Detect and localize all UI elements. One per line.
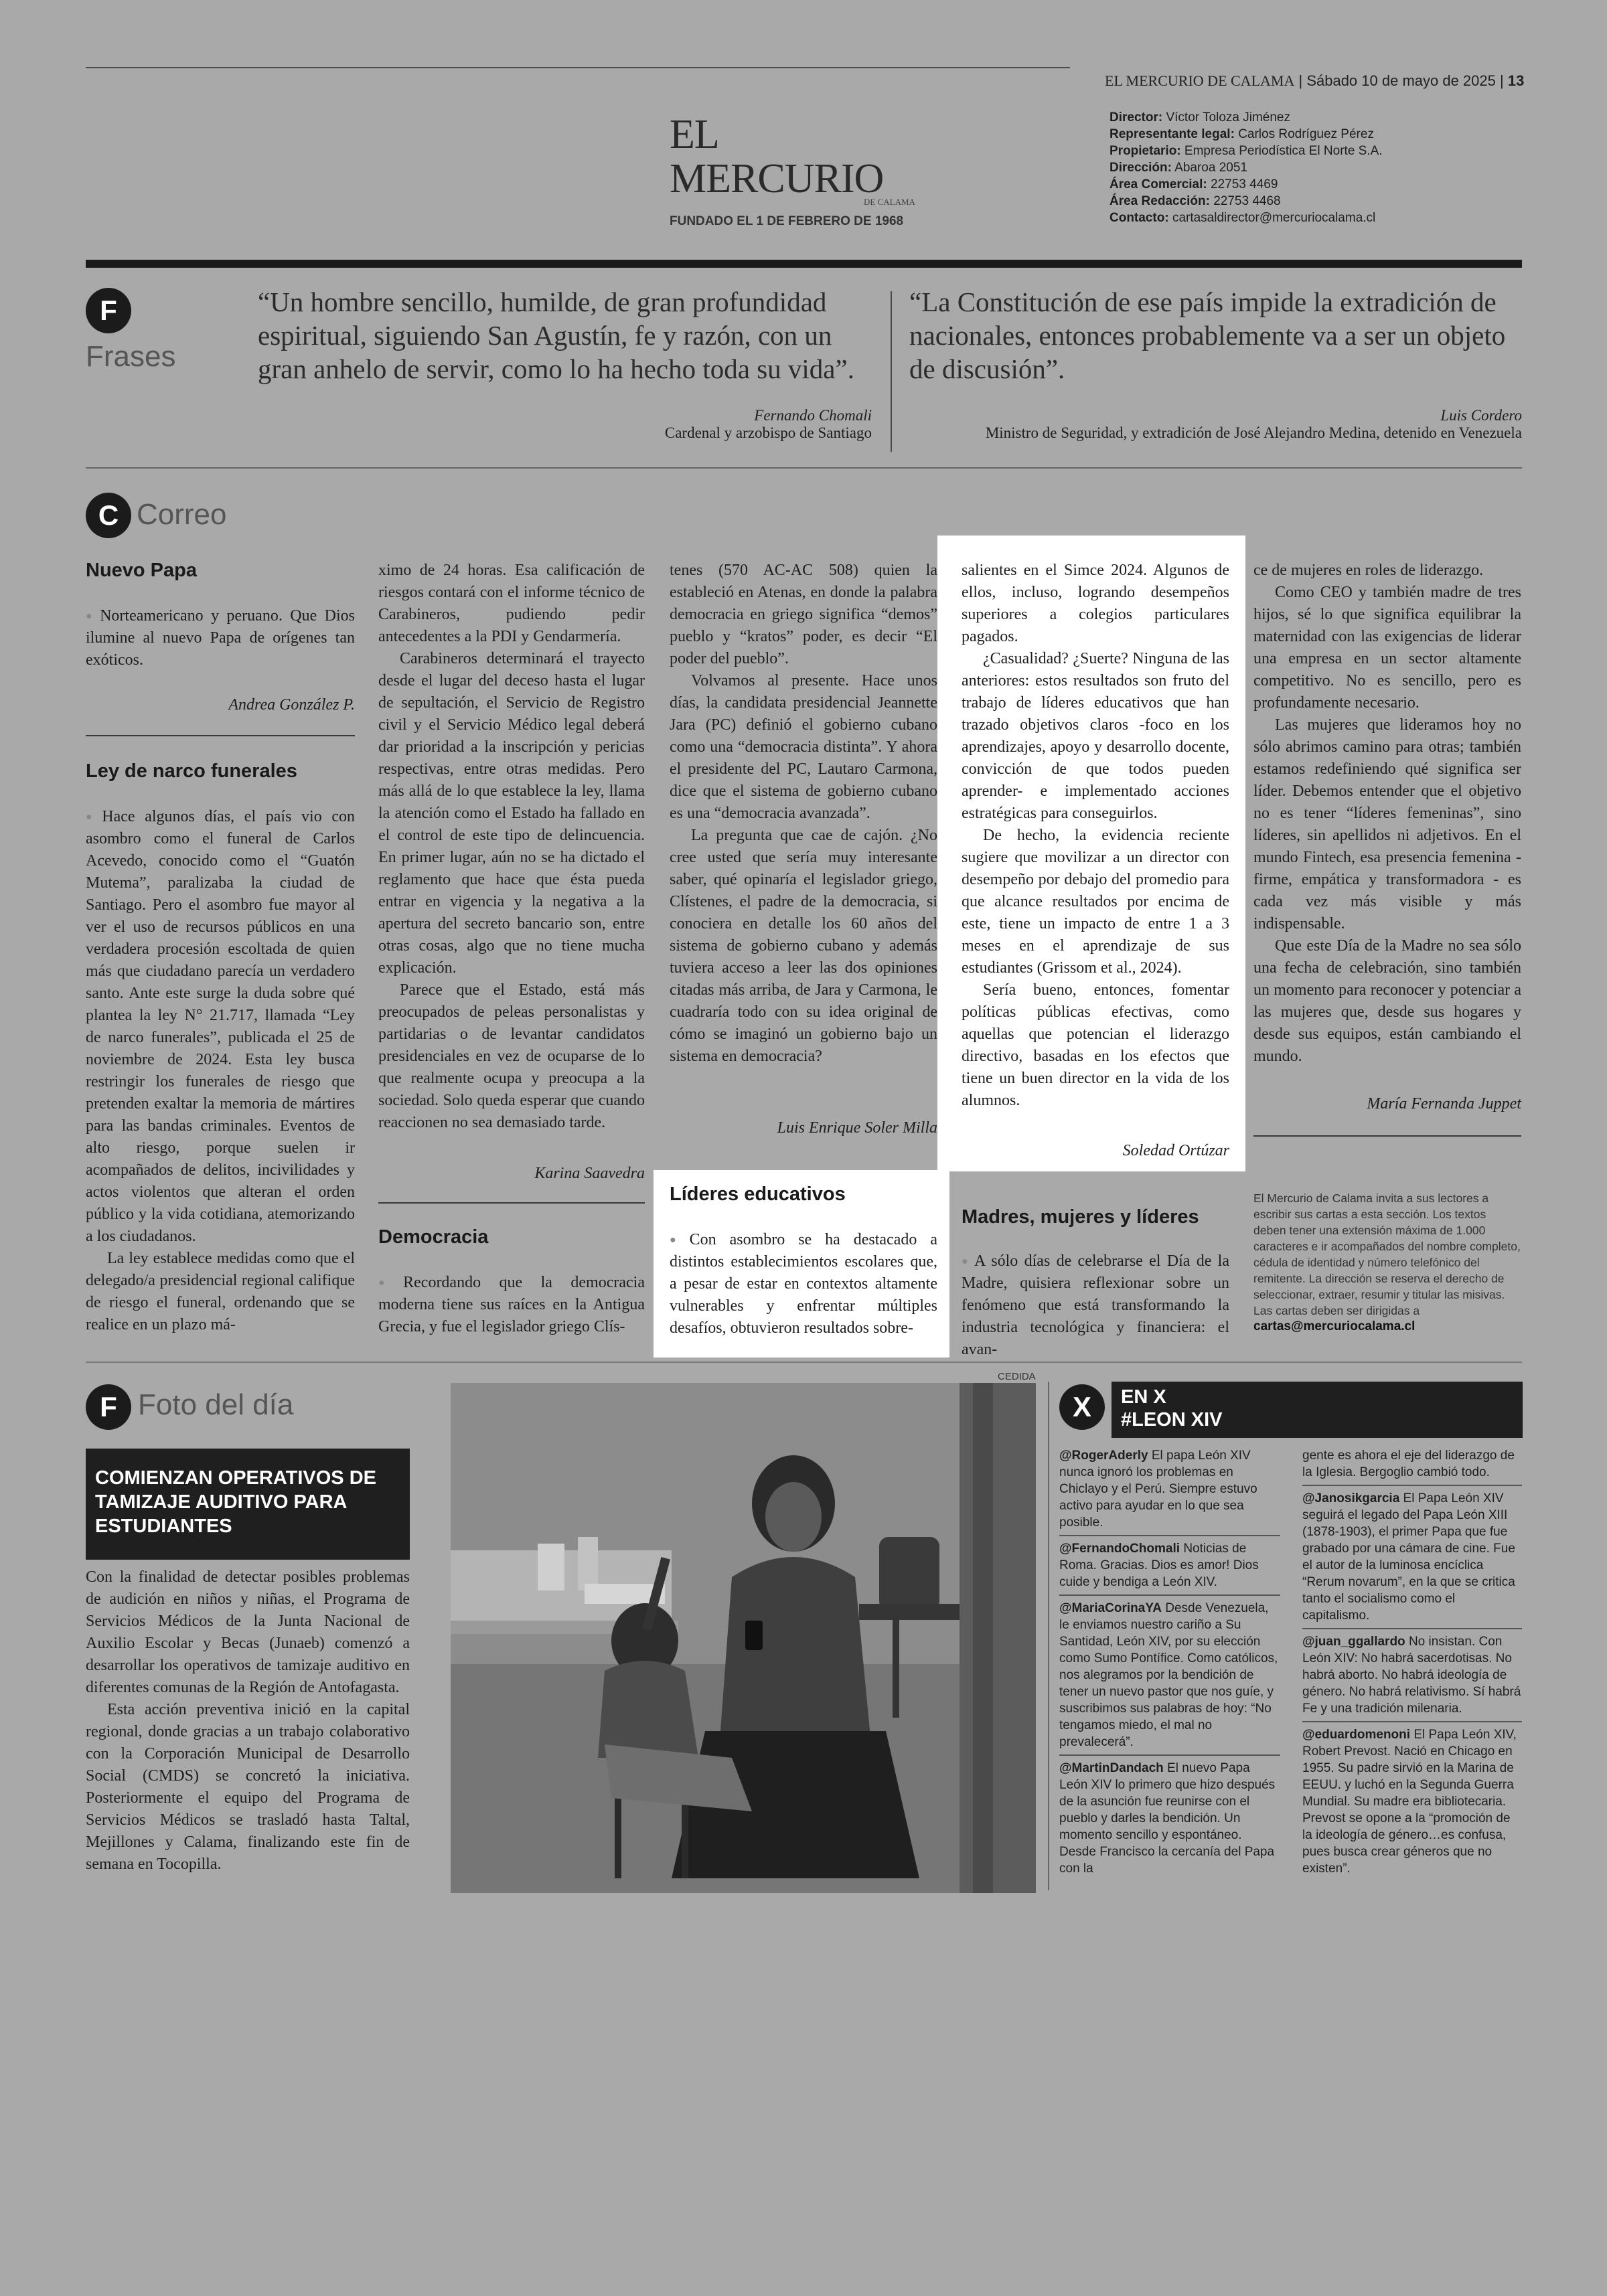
tweet-text: No insistan. Con León XIV: No habrá sacerdotisas. No habrá aborto. No habrá ideología de género. No habrá relativismo. Sí habrá Fe y una tradición milenaria. — [1302, 1635, 1521, 1716]
page-date: Sábado 10 de mayo de 2025 — [1306, 72, 1496, 89]
article-narco-p1: ● Hace algunos días, el país vio con asombro como el funeral de Carlos Acevedo, conocido como el “Guatón Mutema”, paralizaba la ciudad de Santiago. Pero el asombro fue mayor al ver el uso de recursos públicos en una verdadera procesión escoltada de quien más que ciudadano parecía un verdadero santo. Ante este surge la duda sobre qué plantea la ley N° 21.717, llamada “Ley de narco funerales”, publicada el 25 de noviembre de 2024. Esta ley busca restringir los funerales de riesgo que pretenden exaltar la memoria de mártires para las bandas criminales. Eventos de alto riesgo, porque suelen ir acompañados de delitos, incivilidades y actos violentos que alteran el orden público y la vida cotidiana, atemorizando a los ciudadanos. — [86, 806, 355, 1248]
article-madres-continued — [1253, 560, 1521, 1068]
letters-email[interactable]: cartas@mercuriocalama.cl — [1253, 1319, 1415, 1333]
separator — [86, 735, 355, 736]
staff-newsroom: Área Redacción: 22753 4468 — [1109, 194, 1281, 208]
quote-1-role: Cardenal y arzobispo de Santiago — [664, 424, 872, 441]
frases-title: Frases — [86, 340, 176, 373]
tweet — [1059, 1447, 1280, 1536]
tweet-user[interactable]: @FernandoChomali — [1059, 1542, 1180, 1556]
article-nuevo-papa-title: Nuevo Papa — [86, 560, 197, 581]
paper-name: EL MERCURIO DE CALAMA — [1105, 72, 1295, 89]
article-lideres-continued — [962, 560, 1229, 1112]
quote-2-role: Ministro de Seguridad, y extradición de José Alejandro Medina, detenido en Venezuela — [985, 424, 1522, 441]
col4-p2: ¿Casualidad? ¿Suerte? Ninguna de las anteriores: estos resultados son fruto del trabajo de líderes educativos que han trazado objetivos claros -foco en los aprendizajes, apoyo y desarrollo docente, convicción de que todos pueden aprender- e implementado acciones estratégicas para conseguirlos. — [962, 650, 1229, 822]
article-narco-p2: La ley establece medidas como que el delegado/a presidencial regional califique de riesgo el funeral, ordenando que se realice en un plazo má- — [86, 1250, 355, 1333]
tweet — [1059, 1760, 1280, 1881]
article-lideres — [670, 1229, 937, 1339]
frases-divider — [891, 291, 892, 452]
col3-p3: La pregunta que cae de cajón. ¿No cree usted que sería muy interesante saber, qué opinaría el legislador griego, Clístenes, el padre de la democracia, si conociera en detalle los 60 años del sistema de gobierno cubano y además tuviera acceso a leer las dos opiniones citadas más arriba, de Jara y Carmona, le cuadraría todo con su idea original de cómo se imaginó un gobierno bajo un sistema en democracia? — [670, 827, 937, 1065]
article-narco-title: Ley de narco funerales — [86, 760, 297, 782]
tweet-text: El Papa León XIV, Robert Prevost. Nació en Chicago en 1955. Su padre sirvió en la Marina de EEUU. y luchó en la Segunda Guerra Mundial. Su madre era bibliotecaria. Prevost se opone a la “promoción de la ideología de género…es confusa, pues busca crear géneros que no existen”. — [1302, 1728, 1517, 1876]
article-nuevo-papa-text: ● Norteamericano y peruano. Que Dios ilumine al nuevo Papa de orígenes tan exóticos. — [86, 605, 355, 671]
article-democracia — [378, 1272, 645, 1338]
col5-p4: Que este Día de la Madre no sea sólo una fecha de celebración, sino también un momento para reconocer y potenciar a las mujeres que, desde sus hogares y desde sus equipos, están cambiando el mundo. — [1253, 937, 1521, 1065]
header-line: EL MERCURIO DE CALAMA | Sábado 10 de mayo de 2025 | 13 — [1105, 72, 1525, 89]
staff-owner: Propietario: Empresa Periodística El Norte S.A. — [1109, 144, 1383, 158]
col2-p3: Parece que el Estado, está más preocupados de peleas personalistas y partidarias o de levantar candidatos presidenciales en vez de ocuparse de lo que realmente ocupa y preocupa a la sociedad. Solo queda esperar que cuando reaccionen no sea demasiado tarde. — [378, 981, 645, 1131]
col5-p2: Como CEO y también madre de tres hijos, sé lo que significa equilibrar la maternidad con las exigencias de liderar una empresa en un sector altamente competitivo. No es sencillo, pero es profundamente necesario. — [1253, 584, 1521, 712]
frases-bottom-rule — [86, 467, 1522, 469]
photo-hearing-screening — [451, 1383, 1036, 1893]
tweet-text: gente es ahora el eje del liderazgo de la Iglesia. Bergoglio cambió todo. — [1302, 1449, 1515, 1479]
staff-address: Dirección: Abaroa 2051 — [1109, 161, 1247, 175]
foto-headline-box — [86, 1449, 410, 1560]
col5-p3: Las mujeres que lideramos hoy no sólo abrimos camino para otras; también estamos redefiniendo qué significa ser líder. Debemos entender que el objetivo no es tener “líderes femeninas”, sino líderes, sin apellidos ni adjetivos. En el mundo Fintech, esa presencia femenina - firme, empática y transformadora - es cada vez más visible y más indispensable. — [1253, 716, 1521, 932]
enx-title-line1: EN X — [1121, 1386, 1166, 1408]
page-number: 13 — [1507, 72, 1525, 89]
staff-director: Director: Víctor Toloza Jiménez — [1109, 110, 1290, 125]
tweet-user[interactable]: @RogerAderly — [1059, 1449, 1148, 1463]
foto-caption — [86, 1566, 410, 1876]
tweets-col1 — [1059, 1447, 1280, 1885]
col4-p3: De hecho, la evidencia reciente sugiere que movilizar a un director con desempeño por debajo del promedio para que alcance resultados por encima de este, tiene un impacto de entre 1 a 3 meses en el aprendizaje de sus estudiantes (Grissom et al., 2024). — [962, 827, 1229, 977]
signature-karina: Karina Saavedra — [534, 1165, 645, 1182]
col3-p2: Volvamos al presente. Hace unos días, la candidata presidencial Jeannette Jara (PC) definió el gobierno cubano como una “democracia distinta”. Y ahora el presidente del PC, Lautaro Carmona, dice que el sistema de gobierno cubano es una “democracia avanzada”. — [670, 672, 937, 822]
enx-header-box — [1112, 1382, 1523, 1438]
article-madres-title: Madres, mujeres y líderes — [962, 1206, 1199, 1228]
signature-luis-enrique: Luis Enrique Soler Milla — [777, 1119, 937, 1137]
tweet-text: El nuevo Papa León XIV lo primero que hizo después de la asunción fue reunirse con el pueblo y darles la bendición. Un momento sencillo y espontáneo. Desde Francisco la cercanía del Papa con la — [1059, 1761, 1276, 1876]
separator — [1253, 1135, 1521, 1137]
article-narco — [86, 806, 355, 1336]
col3-p1: tenes (570 AC-AC 508) quien la estableció en Atenas, en donde la palabra democracia en griego significa “demos” pueblo y “kratos” poder, es decir “El poder del pueblo”. — [670, 562, 937, 667]
frases-badge: F — [86, 288, 131, 333]
letters-policy-note — [1253, 1190, 1521, 1335]
article-democracia-continued — [670, 560, 937, 1068]
tweet-text: El Papa León XIV seguirá el legado del Papa León XIII (1878-1903), el primer Papa que fue grabado por una cámara de cine. Fue el autor de la luminosa encíclica “Rerum novarum”, en la que se critica tanto el socialismo como el capitalismo. — [1302, 1491, 1515, 1623]
tweet — [1059, 1540, 1280, 1596]
col5-p1: ce de mujeres en roles de liderazgo. — [1253, 562, 1484, 579]
tweet-text: Desde Venezuela, le enviamos nuestro cariño a Su Santidad, León XIV, por su elección como Sumo Pontífice. Como católicos, nos alegramos por la bendición de tener un nuevo pastor que nos guíe, y suscribimos sus palabras de hoy: “No tengamos miedo, el mal no prevalecerá”. — [1059, 1601, 1278, 1749]
tweet — [1302, 1490, 1522, 1629]
logo-subtitle: DE CALAMA — [864, 197, 915, 207]
tweet-continued — [1302, 1447, 1522, 1486]
separator — [378, 1202, 645, 1204]
enx-title-line2: #LEON XIV — [1121, 1409, 1223, 1430]
quote-1-author: Fernando Chomali — [754, 407, 872, 424]
enx-divider — [1048, 1382, 1049, 1890]
quote-1: “Un hombre sencillo, humilde, de gran profundidad espiritual, siguiendo San Agustín, fe y razón, con un gran anhelo de servir, como lo ha hecho toda su vida”. — [258, 286, 854, 384]
tweet-user[interactable]: @MariaCorinaYA — [1059, 1601, 1162, 1615]
logo-title: EL MERCURIO — [670, 112, 884, 201]
quote-2-attribution — [909, 407, 1522, 442]
article-lideres-text: ● Con asombro se ha destacado a distintos establecimientos escolares que, a pesar de estar en contextos altamente vulnerables y enfrentar múltiples desafíos, obtuvieron resultados sobre- — [670, 1229, 937, 1339]
photo-credit: CEDIDA — [998, 1371, 1036, 1382]
foto-caption-p2: Esta acción preventiva inició en la capital regional, donde gracias a un trabajo colaborativo con la Corporación Municipal de Desarrollo Social (CMDS) se concretó la iniciativa. Posteriormente el equipo del Programa de Servicios Médicos se trasladó hasta Taltal, Mejillones y Calama, finalizando este fin de semana en Tocopilla. — [86, 1701, 410, 1873]
foto-headline: COMIENZAN OPERATIVOS DE TAMIZAJE AUDITIVO PARA ESTUDIANTES — [95, 1467, 376, 1537]
col4-p4: Sería bueno, entonces, fomentar políticas públicas efectivas, como aquellas que potencian el liderazgo directivo, basadas en los efectos que tiene un buen director en la vida de los alumnos. — [962, 981, 1229, 1109]
tweet-user[interactable]: @MartinDandach — [1059, 1761, 1164, 1775]
foto-title: Foto del día — [138, 1388, 294, 1421]
tweet — [1302, 1633, 1522, 1722]
article-narco-continued — [378, 560, 645, 1134]
founded-line: FUNDADO EL 1 DE FEBRERO DE 1968 — [670, 214, 904, 228]
tweet — [1302, 1726, 1522, 1881]
correo-bottom-rule — [86, 1362, 1522, 1363]
article-madres — [962, 1250, 1229, 1361]
article-nuevo-papa — [86, 605, 355, 671]
masthead-thick-rule — [86, 260, 1522, 268]
photo-scene — [451, 1383, 1036, 1893]
foto-badge: F — [86, 1384, 131, 1430]
quote-1-attribution — [469, 407, 872, 442]
masthead-logo — [670, 112, 937, 229]
article-lideres-title: Líderes educativos — [670, 1183, 846, 1205]
tweet-text: El papa León XIV nunca ignoró los problemas en Chiclayo y el Perú. Siempre estuvo activo para ayudar en lo que sea posible. — [1059, 1449, 1257, 1530]
col4-p1: salientes en el Simce 2024. Algunos de ellos, incluso, logrando desempeños superiores a colegios particulares pagados. — [962, 562, 1229, 645]
col2-p2: Carabineros determinará el trayecto desde el lugar del deceso hasta el lugar de sepultación, el Servicio de Registro civil y el Servicio Médico legal deberá dar prioridad a la inscripción y pericias respectivas, entre otras medidas. Pero más allá de lo que establece la ley, llama la atención como el Estado ha fallado en el control de este tipo de delincuencia. En primer lugar, aún no se ha dictado el reglamento que hace que ésta pueda entrar en vigencia y la negativa a la apertura del secreto bancario son, entre otras cosas, algo que no tiene mucha explicación. — [378, 650, 645, 977]
article-madres-text: ● A sólo días de celebrarse el Día de la Madre, quisiera reflexionar sobre un fenómeno que está transformando la industria tecnológica y financiera: el avan- — [962, 1250, 1229, 1361]
tweet-user[interactable]: @eduardomenoni — [1302, 1728, 1411, 1742]
signature-maria-fernanda: María Fernanda Juppet — [1367, 1095, 1521, 1113]
quote-2: “La Constitución de ese país impide la extradición de nacionales, entonces probablemente va a ser un objeto de discusión”. — [909, 286, 1506, 384]
signature-soledad: Soledad Ortúzar — [1122, 1142, 1229, 1159]
quote-2-author: Luis Cordero — [1440, 407, 1522, 424]
foto-caption-p1: Con la finalidad de detectar posibles problemas de audición en niños y niñas, el Programa de Servicios Médicos de la Junta Nacional de Auxilio Escolar y Becas (Junaeb) comenzó a desarrollar los operativos de tamizaje auditivo en diferentes comunas de la Región de Antofagasta. — [86, 1568, 410, 1696]
staff-box — [1109, 109, 1431, 226]
letters-policy-text: El Mercurio de Calama invita a sus lectores a escribir sus cartas a esta sección. Los textos deben tener una extensión máxima de 1.000 caracteres e ir acompañados del nombre completo, cédula de identidad y número telefónico del remitente. La dirección se reserva el derecho de seleccionar, extraer, resumir y titular las misivas. Las cartas deben ser dirigidas a — [1253, 1192, 1521, 1317]
staff-contact: Contacto: cartasaldirector@mercuriocalama.cl — [1109, 211, 1376, 225]
tweet — [1059, 1600, 1280, 1756]
tweet-user[interactable]: @juan_ggallardo — [1302, 1635, 1405, 1649]
tweet-user[interactable]: @Janosikgarcia — [1302, 1491, 1400, 1505]
signature-andrea: Andrea González P. — [228, 696, 355, 714]
correo-badge: C — [86, 493, 131, 538]
tweet-text: Noticias de Roma. Gracias. Dios es amor! Dios cuide y bendiga a León XIV. — [1059, 1542, 1259, 1589]
x-badge: X — [1059, 1384, 1105, 1430]
staff-commercial: Área Comercial: 22753 4469 — [1109, 177, 1278, 191]
staff-legal-rep: Representante legal: Carlos Rodríguez Pérez — [1109, 127, 1374, 141]
tweets-col2 — [1302, 1447, 1522, 1885]
article-democracia-title: Democracia — [378, 1226, 489, 1248]
article-democracia-text: ● Recordando que la democracia moderna tiene sus raíces en la Antigua Grecia, y fue el legislador griego Clís- — [378, 1272, 645, 1338]
col2-p1: ximo de 24 horas. Esa calificación de riesgos contará con el informe técnico de Carabineros, pudiendo pedir antecedentes a la PDI y Gendarmería. — [378, 562, 645, 645]
correo-title: Correo — [137, 498, 227, 531]
